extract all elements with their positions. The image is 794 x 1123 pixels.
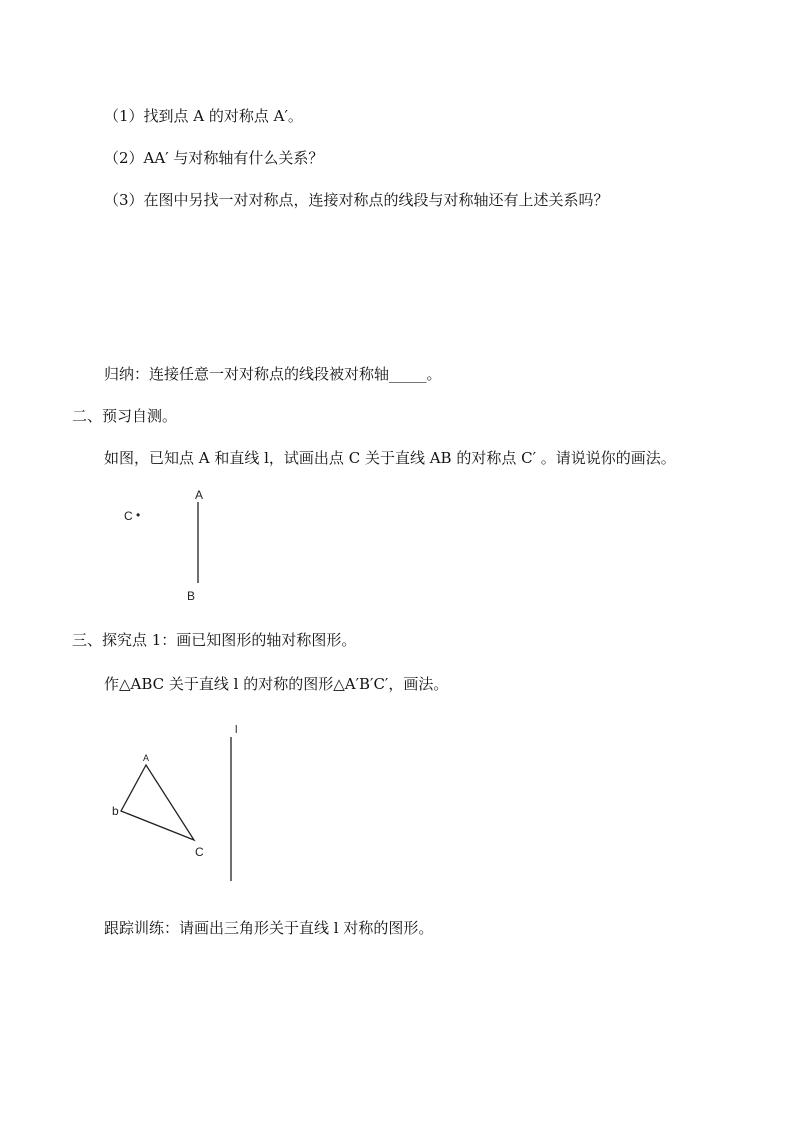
figure-1-label-c: C: [124, 509, 133, 523]
figure-2-label-c: C: [195, 845, 204, 859]
figure-1-label-a: A: [195, 488, 204, 502]
figure-2-label-l: l: [235, 724, 238, 736]
practice-text: 跟踪训练：请画出三角形关于直线 l 对称的图形。: [104, 919, 434, 937]
question-3: （3）在图中另找一对对称点，连接对称点的线段与对称轴还有上述关系吗？: [104, 191, 609, 209]
figure-1-point-c-dot: •: [136, 508, 141, 522]
section-2-heading: 二、预习自测。: [72, 407, 178, 425]
section-2-problem: 如图，已知点 A 和直线 l，试画出点 C 关于直线 AB 的对称点 C′ 。请说说你的画法。: [104, 449, 676, 467]
figure-2-label-b: b: [112, 804, 119, 818]
figure-1-label-b: B: [187, 589, 196, 603]
section-3-heading: 三、探究点 1：画已知图形的轴对称图形。: [72, 631, 357, 649]
section-3-problem: 作△ABC 关于直线 l 的对称的图形△A′B′C′，画法。: [104, 675, 449, 693]
question-1: （1）找到点 A 的对称点 A′。: [104, 107, 303, 125]
question-2: （2）AA′ 与对称轴有什么关系？: [104, 149, 324, 167]
triangle-abc: [121, 765, 194, 840]
summary-text: 归纳：连接任意一对对称点的线段被对称轴_____。: [104, 365, 442, 383]
figure-2-label-a: A: [143, 753, 150, 763]
